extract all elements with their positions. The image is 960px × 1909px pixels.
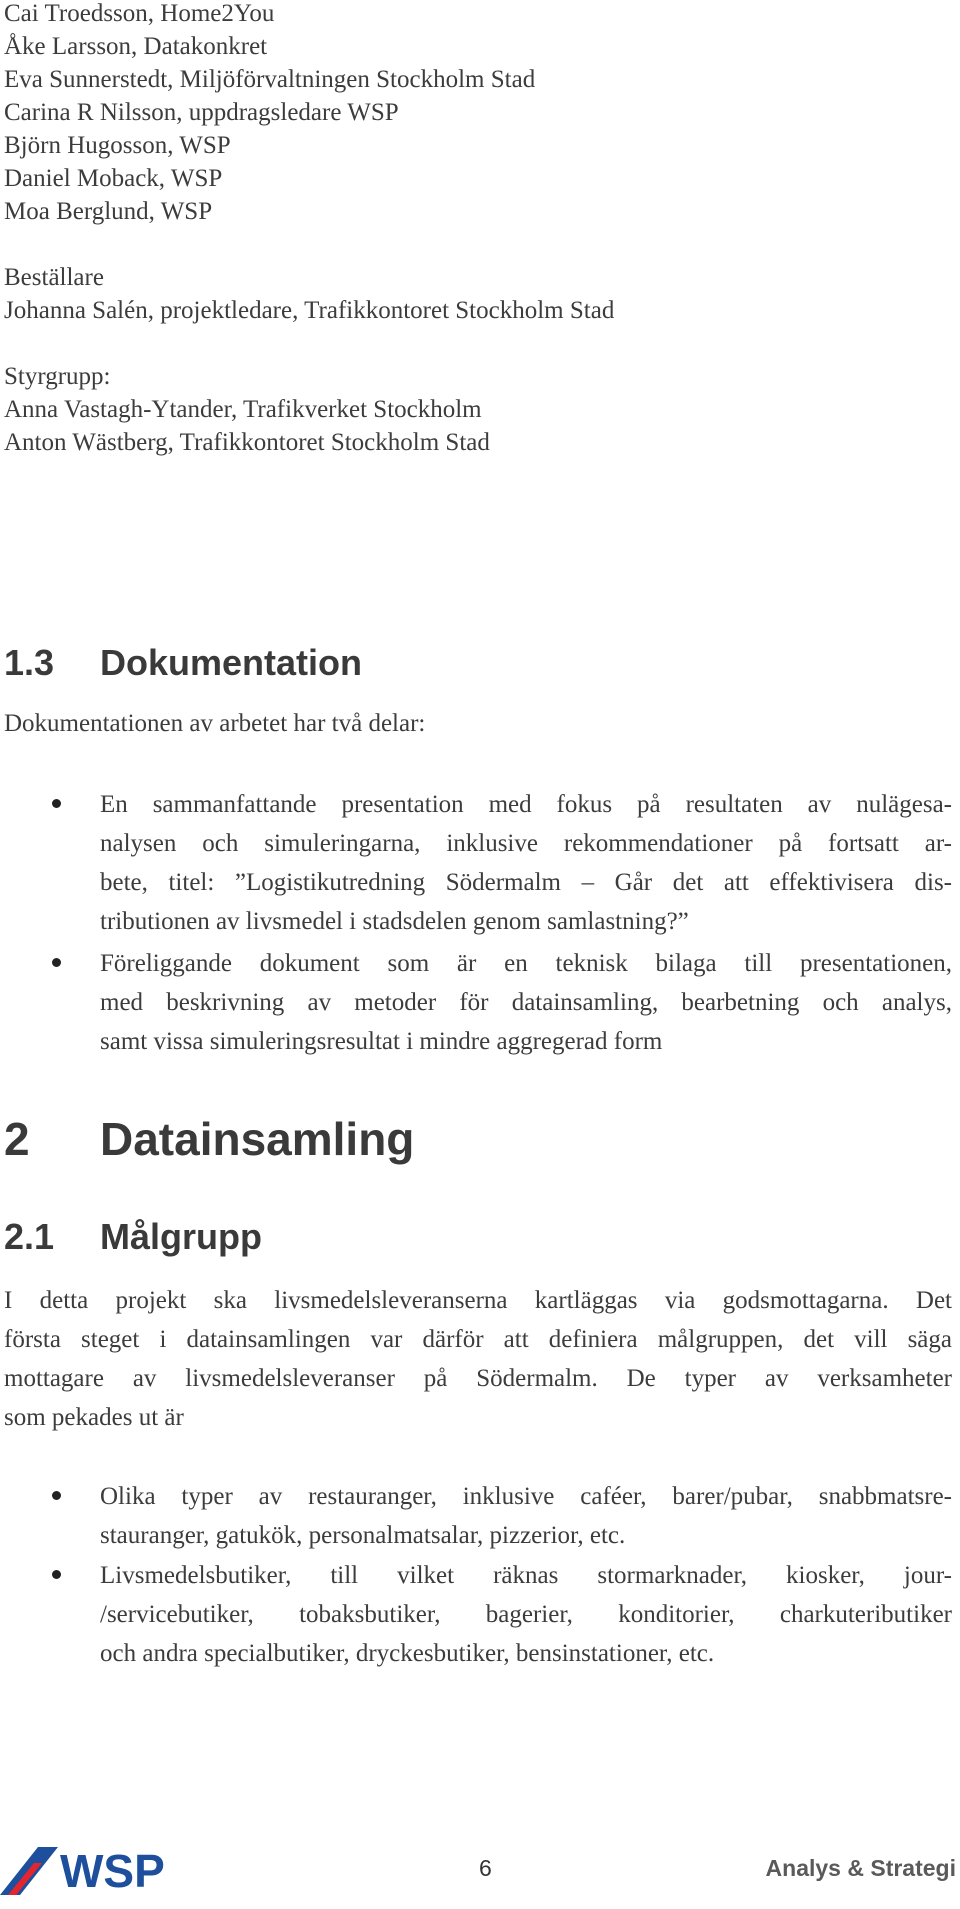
bullet-line: nalysen och simuleringarna, inklusive rekommendationer på fortsatt ar- (100, 830, 952, 857)
bullet-line: med beskrivning av metoder för datainsamling, bearbetning och analys, (100, 989, 952, 1016)
section-2-title: Datainsamling (100, 1113, 415, 1165)
bullet-line: stauranger, gatukök, personalmatsalar, pizzerior, etc. (100, 1522, 626, 1549)
bullet-line: bete, titel: ”Logistikutredning Södermalm – Går det att effektivisera dis- (100, 869, 952, 896)
section-2-1-bullet-2 (100, 1556, 952, 1673)
wsp-logo (0, 1845, 190, 1895)
section-2-1-bullet-1 (100, 1477, 952, 1555)
section-2-1-number: 2.1 (4, 1216, 55, 1257)
paragraph-line: första steget i datainsamlingen var därför att definiera målgruppen, det vill säga (4, 1326, 952, 1353)
bullet-line: /servicebutiker, tobaksbutiker, bagerier, konditorier, charkuteributiker (100, 1601, 952, 1628)
participant-line: Björn Hugosson, WSP (4, 132, 231, 159)
bullet-icon (52, 958, 61, 967)
section-1-3-number: 1.3 (4, 642, 55, 683)
bullet-icon (52, 799, 61, 808)
bullet-line: Livsmedelsbutiker, till vilket räknas stormarknader, kiosker, jour- (100, 1562, 952, 1589)
section-2-1-paragraph (4, 1281, 952, 1437)
section-2-number: 2 (4, 1113, 30, 1165)
wsp-logo-icon (0, 1845, 190, 1895)
participant-line: Cai Troedsson, Home2You (4, 0, 275, 27)
styrgrupp-line: Anton Wästberg, Trafikkontoret Stockholm Stad (4, 429, 490, 456)
participant-line: Daniel Moback, WSP (4, 165, 223, 192)
section-1-3-bullet-2 (100, 944, 952, 1061)
participant-line: Åke Larsson, Datakonkret (4, 33, 268, 60)
styrgrupp-heading: Styrgrupp: (4, 363, 111, 390)
participant-line: Eva Sunnerstedt, Miljöförvaltningen Stockholm Stad (4, 66, 536, 93)
bestallare-line: Johanna Salén, projektledare, Trafikkontoret Stockholm Stad (4, 297, 615, 324)
participant-line: Carina R Nilsson, uppdragsledare WSP (4, 99, 399, 126)
bullet-line: En sammanfattande presentation med fokus på resultaten av nulägesa- (100, 791, 952, 818)
section-1-3-bullet-1 (100, 785, 952, 941)
bullet-line: och andra specialbutiker, dryckesbutiker, bensinstationer, etc. (100, 1640, 715, 1667)
paragraph-line: I detta projekt ska livsmedelsleveranserna kartläggas via godsmottagarna. Det (4, 1287, 952, 1314)
styrgrupp-line: Anna Vastagh-Ytander, Trafikverket Stockholm (4, 396, 482, 423)
bullet-line: samt vissa simuleringsresultat i mindre aggregerad form (100, 1028, 663, 1055)
section-1-3-title: Dokumentation (100, 642, 363, 683)
page-number: 6 (479, 1855, 492, 1881)
paragraph-line: mottagare av livsmedelsleveranser på Södermalm. De typer av verksamheter (4, 1365, 952, 1392)
participant-line: Moa Berglund, WSP (4, 198, 213, 225)
bullet-icon (52, 1491, 61, 1500)
logo-text: WSP (60, 1845, 165, 1895)
bullet-line: Föreliggande dokument som är en teknisk bilaga till presentationen, (100, 950, 952, 977)
bullet-line: Olika typer av restauranger, inklusive caféer, barer/pubar, snabbmatsre- (100, 1483, 952, 1510)
bullet-line: tributionen av livsmedel i stadsdelen genom samlastning?” (100, 908, 689, 935)
section-2-1-title: Målgrupp (100, 1216, 262, 1257)
bestallare-heading: Beställare (4, 264, 104, 291)
footer-label: Analys & Strategi (765, 1855, 956, 1881)
paragraph-line: som pekades ut är (4, 1404, 184, 1431)
section-1-3-intro: Dokumentationen av arbetet har två delar: (4, 710, 426, 737)
bullet-icon (52, 1570, 61, 1579)
